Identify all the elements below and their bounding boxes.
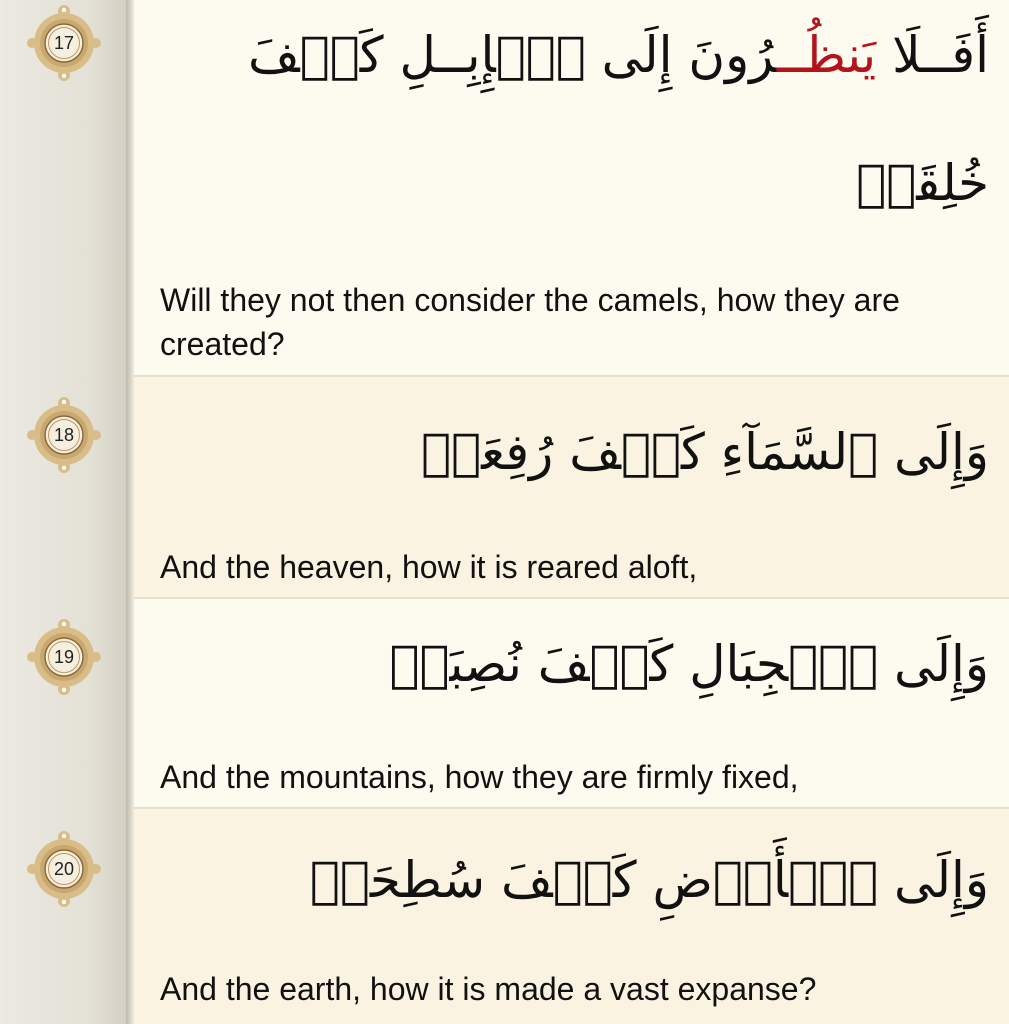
verse-arabic-text: وَإِلَى ٱلۡجِبَالِ كَيۡفَ نُصِبَتۡ <box>389 635 989 693</box>
verse-arabic-text-line2: خُلِقَتۡ <box>856 154 989 212</box>
verse-translation: Will they not then consider the camels, how they are created? <box>160 282 900 362</box>
verse-number: 17 <box>53 33 75 53</box>
ayah-medallion-icon[interactable] <box>26 5 102 81</box>
verse-20[interactable] <box>134 809 1009 1024</box>
verse-translation: And the heaven, how it is reared aloft, <box>160 549 698 585</box>
ayah-medallion-icon[interactable] <box>26 397 102 473</box>
verse-number: 19 <box>53 647 75 667</box>
verse-18[interactable] <box>134 377 1009 599</box>
verse-arabic-text <box>248 26 989 84</box>
highlighted-word[interactable]: يَنظُــ <box>776 26 877 84</box>
verse-number: 18 <box>53 425 75 445</box>
ayah-medallion-icon[interactable] <box>26 619 102 695</box>
ayah-medallion-icon[interactable] <box>26 831 102 907</box>
arabic-segment: رُونَ إِلَى ٱلۡإِبِــلِ كَيۡفَ <box>248 26 777 84</box>
verse-arabic-text: وَإِلَى ٱلسَّمَآءِ كَيۡفَ رُفِعَتۡ <box>421 423 989 481</box>
verse-17[interactable] <box>134 0 1009 377</box>
page-spine <box>126 0 134 1024</box>
verse-translation: And the mountains, how they are firmly fixed, <box>160 759 799 795</box>
verse-translation: And the earth, how it is made a vast expanse? <box>160 971 817 1007</box>
arabic-segment: أَفَــلَا <box>876 26 989 84</box>
verse-arabic-text: وَإِلَى ٱلۡأَرۡضِ كَيۡفَ سُطِحَتۡ <box>309 851 989 909</box>
verse-number: 20 <box>53 859 75 879</box>
verse-19[interactable] <box>134 599 1009 809</box>
